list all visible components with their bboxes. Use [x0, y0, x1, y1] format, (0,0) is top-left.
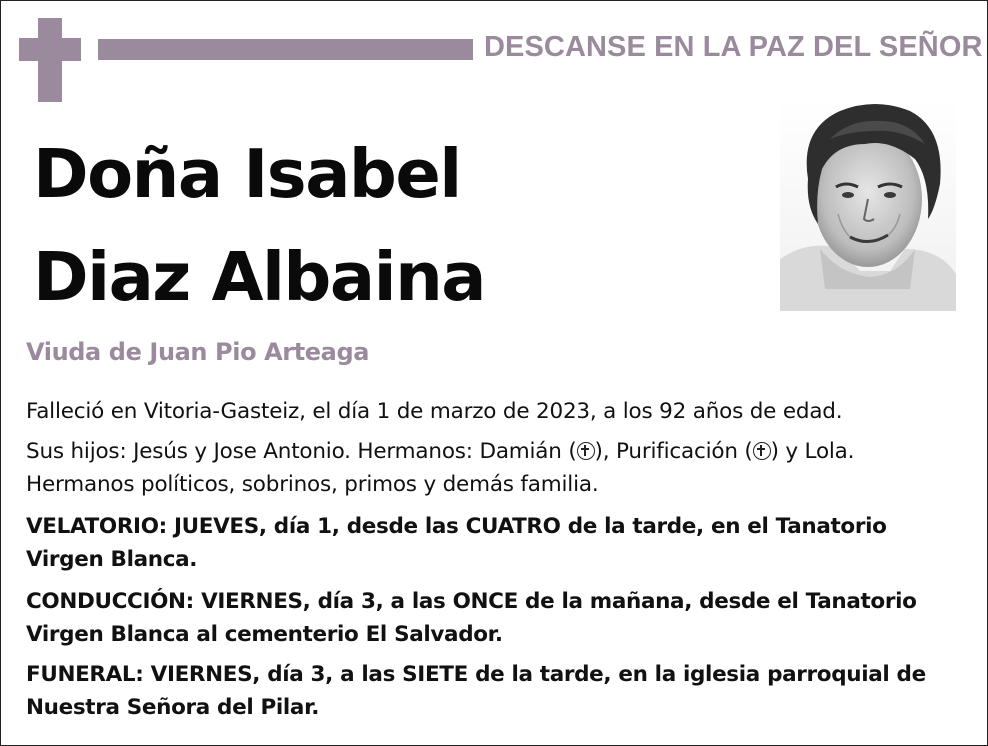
cross-icon-arm [19, 38, 81, 61]
family-text-c: ) y Lola. Hermanos políticos, sobrinos, primos y demás familia. [26, 439, 855, 497]
deceased-cross-icon [753, 442, 771, 460]
deceased-cross-icon [577, 442, 595, 460]
funeral-info: FUNERAL: VIERNES, día 3, a las SIETE de la tarde, en la iglesia parroquial de Nuestra Señora del Pilar. [26, 662, 926, 720]
family-text-b: ), Purificación ( [594, 439, 753, 464]
portrait-photo [780, 99, 956, 311]
deceased-name-line2: Diaz Albaina [33, 238, 485, 316]
widow-subtitle: Viuda de Juan Pio Arteaga [26, 338, 370, 366]
death-notice: Falleció en Vitoria-Gasteiz, el día 1 de marzo de 2023, a los 92 años de edad. [26, 399, 843, 424]
header-bar [98, 39, 473, 60]
velatorio-info: VELATORIO: JUEVES, día 1, desde las CUATRO de la tarde, en el Tanatorio Virgen Blanca. [26, 514, 887, 572]
header-title: DESCANSE EN LA PAZ DEL SEÑOR [484, 31, 983, 63]
conduccion-info: CONDUCCIÓN: VIERNES, día 3, a las ONCE de la mañana, desde el Tanatorio Virgen Blanca al cementerio El Salvador. [26, 589, 917, 647]
family-paragraph [26, 435, 966, 501]
family-text-a: Sus hijos: Jesús y Jose Antonio. Hermanos: Damián ( [26, 439, 577, 464]
deceased-name-line1: Doña Isabel [33, 135, 461, 213]
